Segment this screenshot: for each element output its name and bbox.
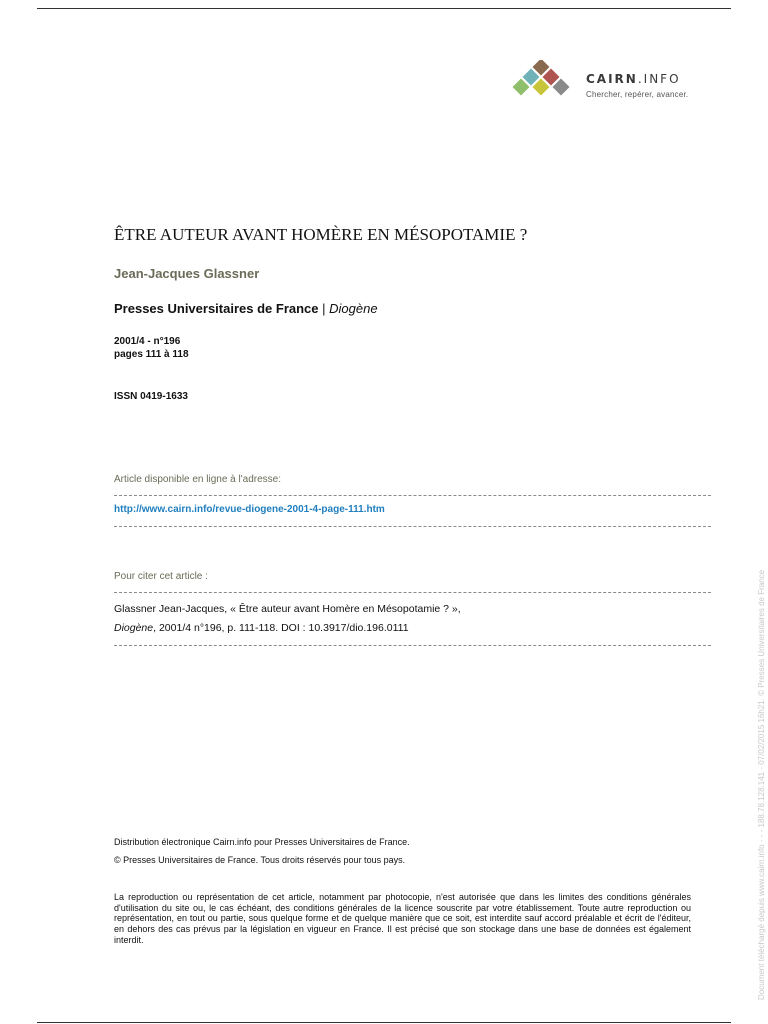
issn: ISSN 0419-1633 (114, 391, 188, 402)
bottom-rule (37, 1022, 731, 1023)
citation-journal: Diogène (114, 622, 154, 634)
distribution-note: Distribution électronique Cairn.info pour Presses Universitaires de France. (114, 837, 410, 847)
logo-wordmark (586, 72, 681, 86)
online-label: Article disponible en ligne à l'adresse: (114, 474, 282, 485)
issue-number: 2001/4 - n°196 (114, 336, 181, 347)
article-author: Jean-Jacques Glassner (114, 266, 260, 281)
logo-word-suffix: .INFO (637, 72, 681, 86)
logo-word-main: CAIRN (586, 72, 638, 86)
page-range: pages 111 à 118 (114, 349, 189, 360)
journal-name: Diogène (329, 301, 378, 316)
dashed-divider (114, 645, 711, 646)
cairn-logo-mark-icon (512, 60, 576, 104)
citation-line-2 (114, 622, 409, 634)
dashed-divider (114, 526, 711, 527)
top-rule (37, 8, 731, 9)
cite-label: Pour citer cet article : (114, 571, 208, 582)
publisher-separator: | (322, 301, 326, 316)
citation-line-1: Glassner Jean-Jacques, « Être auteur avant Homère en Mésopotamie ? », (114, 603, 461, 615)
download-watermark: Document téléchargé depuis www.cairn.info - - - 188.78.128.141 - 07/02/2015 16h21. © Presses Universitaires de France (757, 569, 766, 1000)
article-title: ÊTRE AUTEUR AVANT HOMÈRE EN MÉSOPOTAMIE ? (114, 225, 528, 244)
publisher-line (114, 301, 378, 316)
copyright-note: © Presses Universitaires de France. Tous droits réservés pour tous pays. (114, 855, 406, 865)
dashed-divider (114, 592, 711, 593)
article-url-link[interactable]: http://www.cairn.info/revue-diogene-2001-4-page-111.htm (114, 504, 385, 515)
publisher-name: Presses Universitaires de France (114, 301, 319, 316)
citation-details: , 2001/4 n°196, p. 111-118. DOI : 10.3917/dio.196.0111 (153, 622, 409, 634)
cairn-logo[interactable] (512, 60, 712, 106)
logo-tagline: Chercher, repérer, avancer. (586, 90, 689, 99)
legal-notice: La reproduction ou représentation de cet article, notamment par photocopie, n'est autorisée que dans les limites des conditions générales d'utilisation du site ou, le cas échéant, des conditions générales de la licence souscrite par votre établissement. Toute autre reproduction ou représentation, en tout ou partie, sous quelque forme et de quelque manière que ce soit, est interdite sauf accord préalable et écrit de l'éditeur, en dehors des cas prévus par la législation en vigueur en France. Il est précisé que son stockage dans une base de données est également interdit. (114, 892, 691, 945)
dashed-divider (114, 495, 711, 496)
